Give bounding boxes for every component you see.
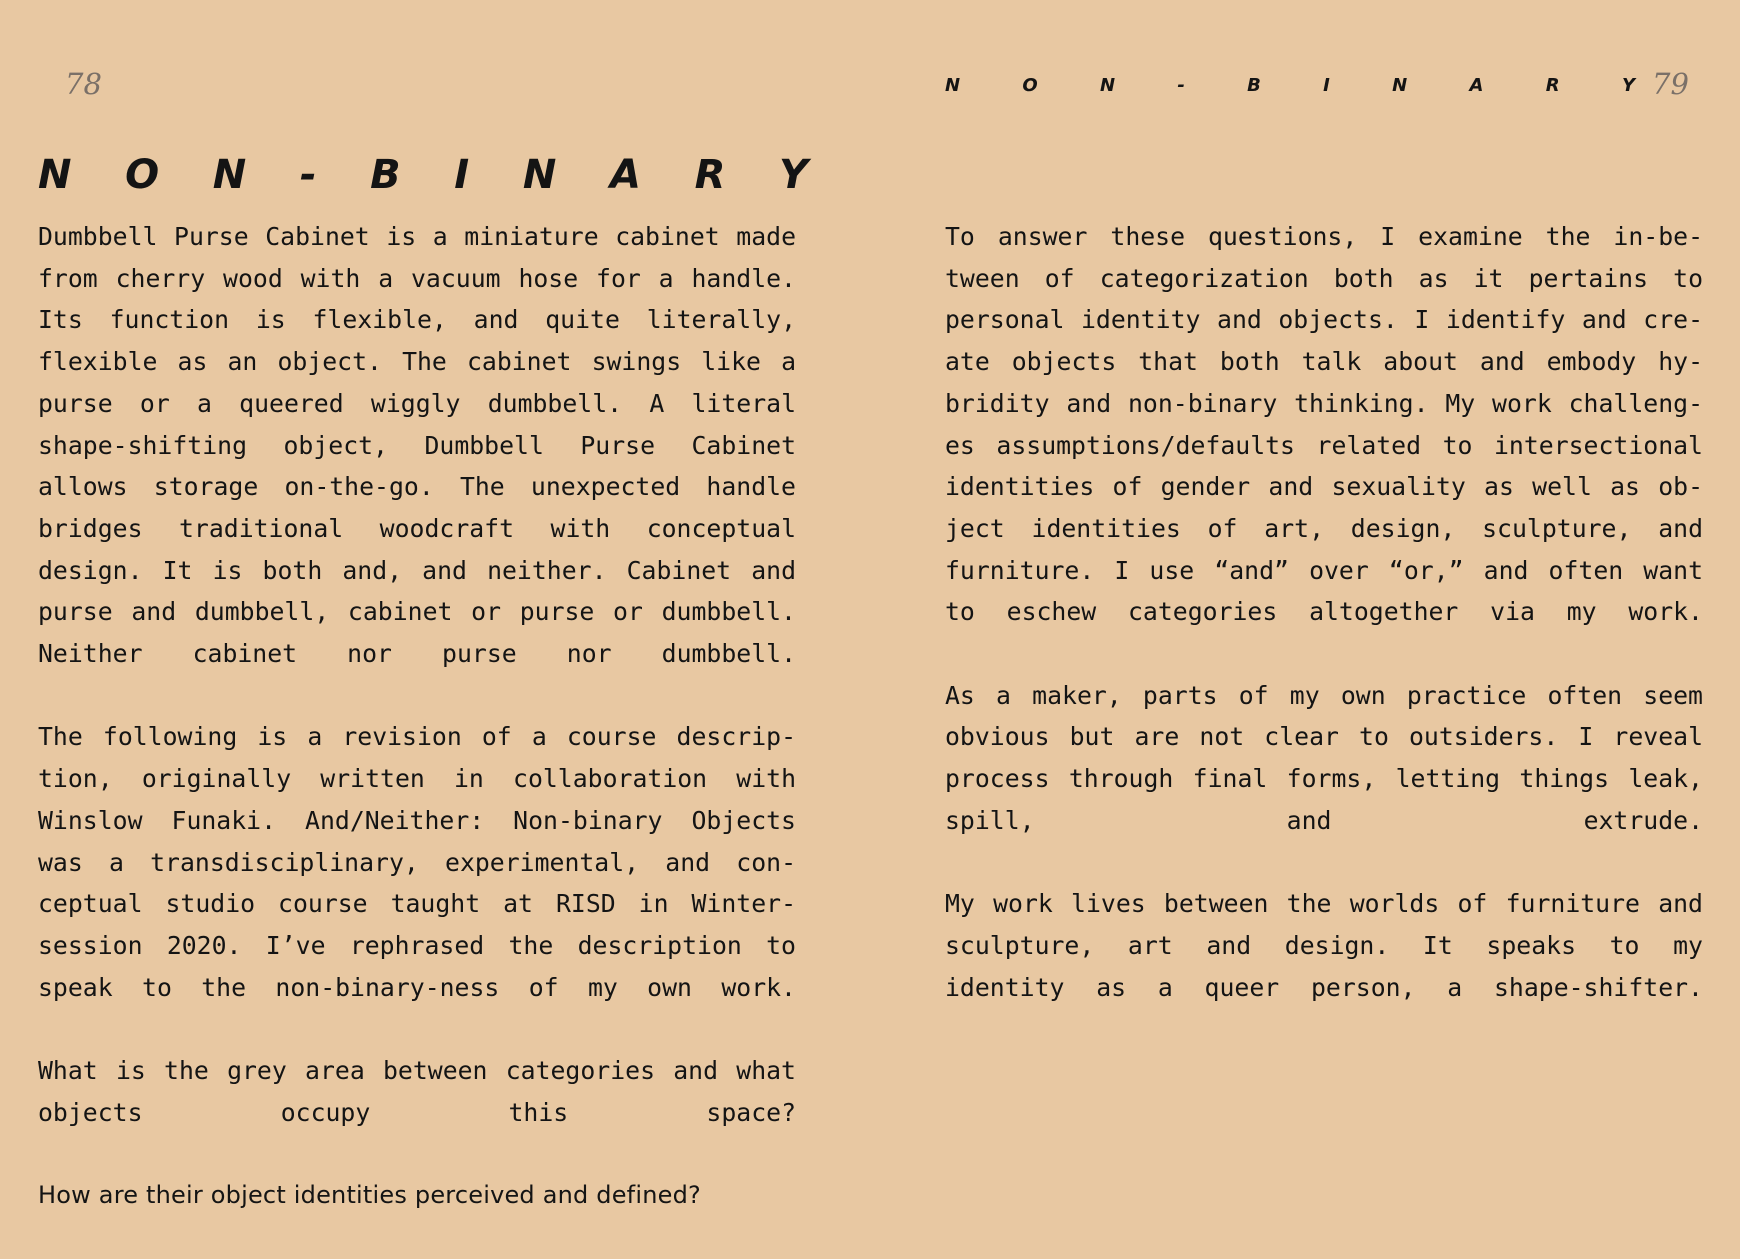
title-letter: N — [212, 152, 247, 198]
running-head-letter: A — [1469, 75, 1484, 96]
running-head-letter: R — [1545, 75, 1560, 96]
body-paragraph: My work lives between the worlds of furniture and sculpture, art and design. It speaks to my identity as a queer person, a shape-shifter. — [945, 889, 1703, 1002]
left-text-column — [38, 216, 796, 1259]
title-letter: - — [299, 152, 317, 198]
running-head-letter: Y — [1621, 75, 1635, 96]
title-letter: I — [454, 152, 470, 198]
running-head-letter: - — [1177, 75, 1185, 96]
title-letter: Y — [779, 152, 808, 198]
title-letter: B — [370, 152, 401, 198]
running-head-letter: I — [1323, 75, 1330, 96]
title-letter: O — [125, 152, 160, 198]
title-letter: N — [522, 152, 557, 198]
page-title — [38, 150, 808, 200]
page-number-right: 79 — [1652, 67, 1689, 101]
body-paragraph: What is the grey area between categories and what objects occupy this space? — [38, 1056, 796, 1127]
running-head — [945, 74, 1635, 98]
title-letter: R — [694, 152, 726, 198]
running-head-letter: N — [1099, 75, 1116, 96]
title-letter: N — [38, 152, 72, 198]
body-paragraph: The following is a revision of a course description, originally written in collaboration with Winslow Funaki. And/Neither: Non-binary Objects was a transdisciplinary, experimental, and conceptual studio course taught at RISD in Wintersession 2020. I’ve rephrased the description to speak to the non-binary-ness of my own work. — [38, 722, 796, 1002]
running-head-letter: N — [1392, 75, 1408, 96]
page-number-left: 78 — [65, 67, 102, 101]
running-head-letter: N — [945, 75, 961, 96]
body-paragraph: To answer these questions, I examine the in-between of categorization both as it pertains to personal identity and objects. I identify and create objects that both talk about and embody hybridity and non-binary thinking. My work challenges assumptions/defaults related to intersectional identities of gender and sexuality as well as object identities of art, design, sculpture, and furniture. I use “and” over “or,” and often want to eschew categories altogether via my work. — [945, 222, 1703, 627]
body-paragraph: How are their object identities perceived and defined? — [38, 1181, 701, 1210]
running-head-letter: B — [1247, 75, 1261, 96]
body-paragraph: As a maker, parts of my own practice often seem obvious but are not clear to outsiders. I reveal process through final forms, letting things leak, spill, and extrude. — [945, 680, 1703, 835]
running-head-letter: O — [1022, 75, 1038, 96]
body-paragraph: Dumbbell Purse Cabinet is a miniature cabinet made from cherry wood with a vacuum hose for a handle. Its function is flexible, and quite literally, flexible as an object. The cabinet swings like a purse or a queered wiggly dumbbell. A literal shape-shifting object, Dumbbell Purse Cabinet allows storage on-the-go. The unexpected handle bridges traditional woodcraft with conceptual design. It is both and, and neither. Cabinet and purse and dumbbell, cabinet or purse or dumbbell. Neither cabinet nor purse nor dumbbell. — [38, 222, 796, 669]
right-text-column — [945, 216, 1703, 1050]
title-letter: A — [609, 152, 641, 198]
